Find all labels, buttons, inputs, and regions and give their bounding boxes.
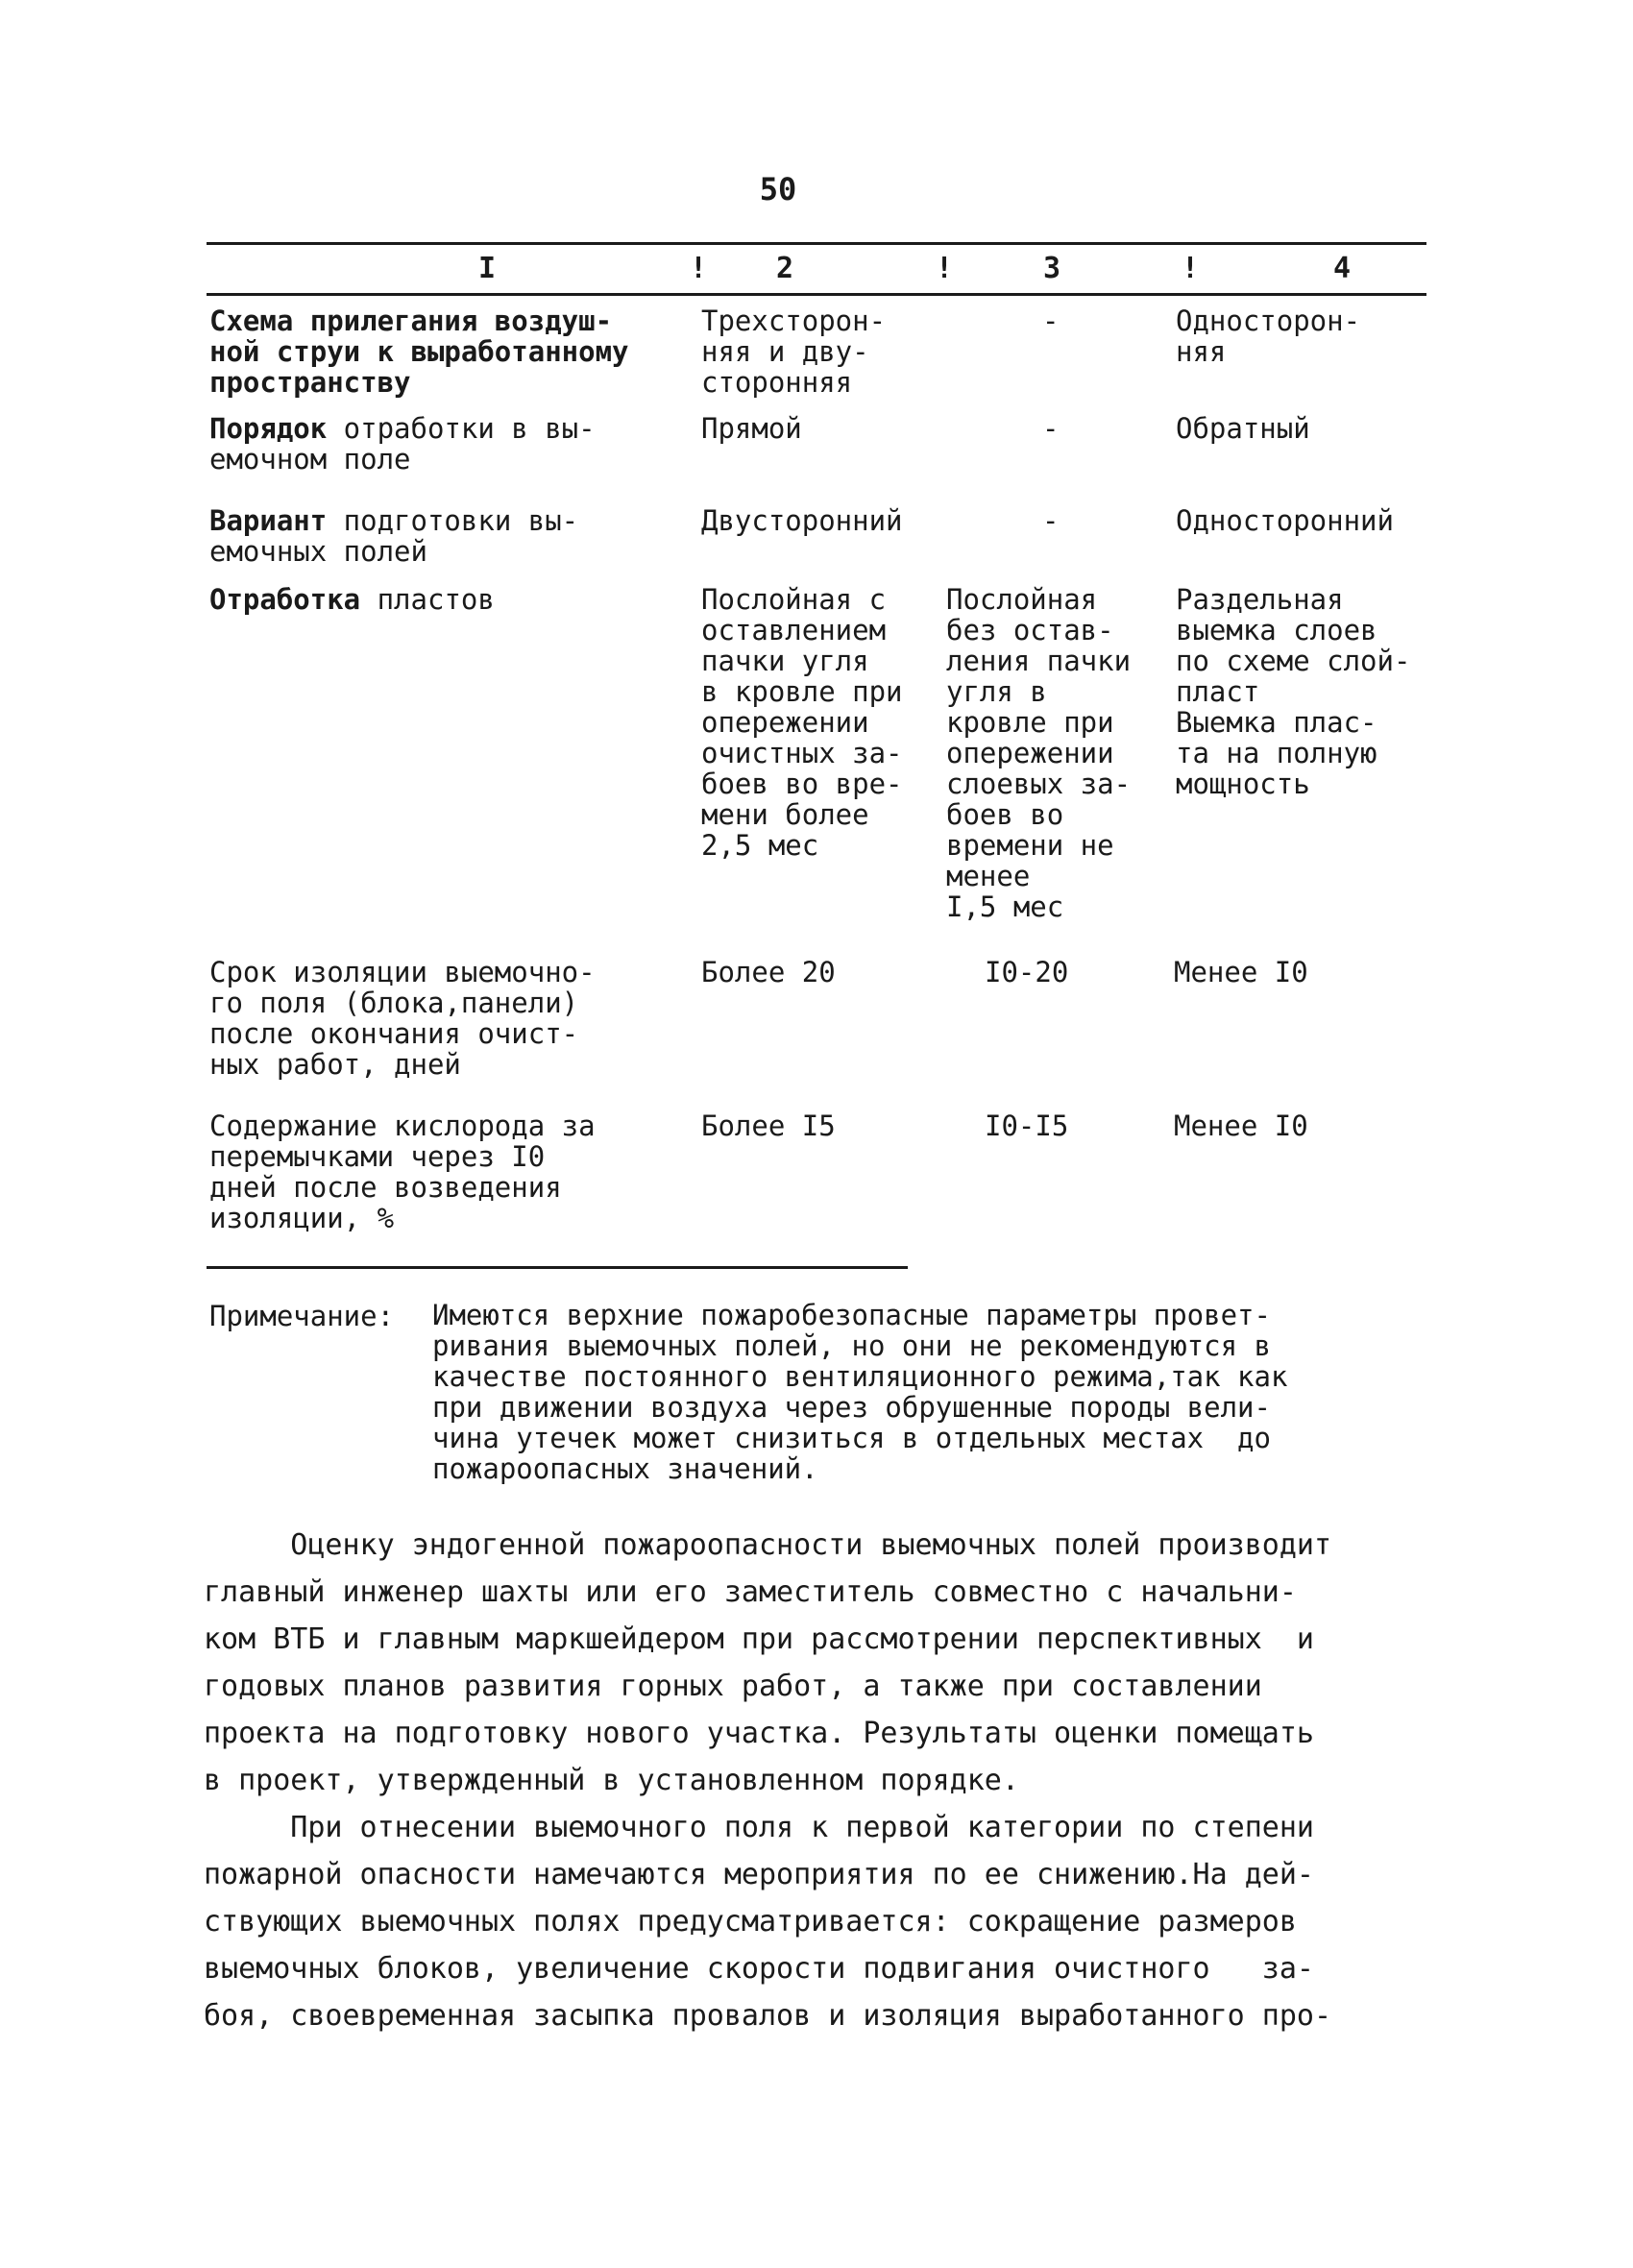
table-cell-col-2: Более 20	[701, 956, 836, 988]
table-bottom-rule	[207, 1266, 908, 1269]
table-cell-col-4: Обратный	[1176, 412, 1310, 445]
table-cell-col-3: -	[1042, 305, 1060, 337]
table-cell-col-4: Односторон- няя	[1176, 305, 1361, 368]
note-text: Имеются верхние пожаробезопасные параметры провет- ривания выемочных полей, но они не рекомендуются в качестве постоянного вентиляционного режима,так как при движении воздуха через обрушенные породы вели- чина утечек может снизиться в отдельных местах до пожароопасных значений.	[432, 1299, 1288, 1485]
table-header-rule	[207, 293, 1426, 296]
table-cell-col-3: -	[1042, 504, 1060, 537]
table-cell-col-4: Раздельная выемка слоев по схеме слой- пласт Выемка плас- та на полную мощность	[1176, 583, 1411, 800]
table-row-label-rest: пластов	[360, 583, 495, 616]
table-header-col-1: I	[478, 252, 497, 285]
body-paragraph: Оценку эндогенной пожароопасности выемочных полей производит главный инженер шахты или его заместитель совместно с начальни- ком ВТБ и главным маркшейдером при рассмотрении перспективных и годовых планов развития горных работ, а также при составлении проекта на подготовку нового участка. Результаты оценки помещать в проект, утвержденный в установленном порядке.	[204, 1528, 1331, 1797]
table-cell-col-4: Односторонний	[1176, 504, 1394, 537]
table-cell-col-3: I0-20	[985, 956, 1069, 988]
table-header-col-3: 3	[1043, 252, 1061, 285]
table-row-label: Срок изоляции выемочно- го поля (блока,панели) после окончания очист- ных работ, дней	[209, 956, 596, 1081]
table-row-label-bold: Порядок	[209, 412, 328, 445]
note-label: Примечание:	[209, 1300, 395, 1332]
table-cell-col-3: -	[1042, 412, 1060, 445]
table-header-col-2: 2	[776, 252, 794, 285]
table-cell-col-2: Послойная с оставлением пачки угля в кровле при опережении очистных за- боев во вре- мени более 2,5 мес	[701, 583, 903, 862]
table-row-label	[209, 413, 596, 475]
table-row-label	[209, 505, 578, 567]
table-row-label-rest: отработки в вы- емочном поле	[209, 412, 596, 476]
table-cell-col-4: Менее I0	[1174, 956, 1308, 988]
table-row-label-rest: подготовки вы- емочных полей	[209, 504, 579, 568]
table-row-label: Схема прилегания воздуш- ной струи к выработанному пространству	[209, 305, 629, 399]
table-cell-col-4: Менее I0	[1174, 1110, 1308, 1142]
table-row-label: Содержание кислорода за перемычками через I0 дней после возведения изоляции, %	[209, 1110, 596, 1234]
table-cell-col-3: Послойная без остав- ления пачки угля в кровле при опережении слоевых за- боев во времени не менее I,5 мес	[946, 583, 1132, 923]
table-cell-col-3: I0-I5	[985, 1110, 1069, 1142]
table-row-label	[209, 584, 495, 615]
table-cell-col-2: Двусторонний	[701, 504, 903, 537]
table-cell-col-2: Трехсторон- няя и дву- сторонняя	[701, 305, 887, 399]
table-header-col-4: 4	[1333, 252, 1352, 285]
table-row-label-bold: Вариант	[209, 504, 328, 537]
table-row-label-bold: Отработка	[209, 583, 361, 616]
table-cell-col-2: Прямой	[701, 412, 802, 445]
table-header-separator: !	[1182, 252, 1200, 285]
table-top-rule	[207, 242, 1426, 245]
page-number: 50	[759, 171, 797, 207]
body-paragraph: При отнесении выемочного поля к первой категории по степени пожарной опасности намечаются мероприятия по ее снижению.На дей- ствующих выемочных полях предусматривается: сокращение размеров выемочных блоков, увеличение скорости подвигания очистного за- боя, своевременная засыпка провалов и изоляция выработанного про-	[204, 1811, 1331, 2033]
table-header-separator: !	[936, 252, 954, 285]
table-header-separator: !	[690, 252, 708, 285]
table-cell-col-2: Более I5	[701, 1110, 836, 1142]
